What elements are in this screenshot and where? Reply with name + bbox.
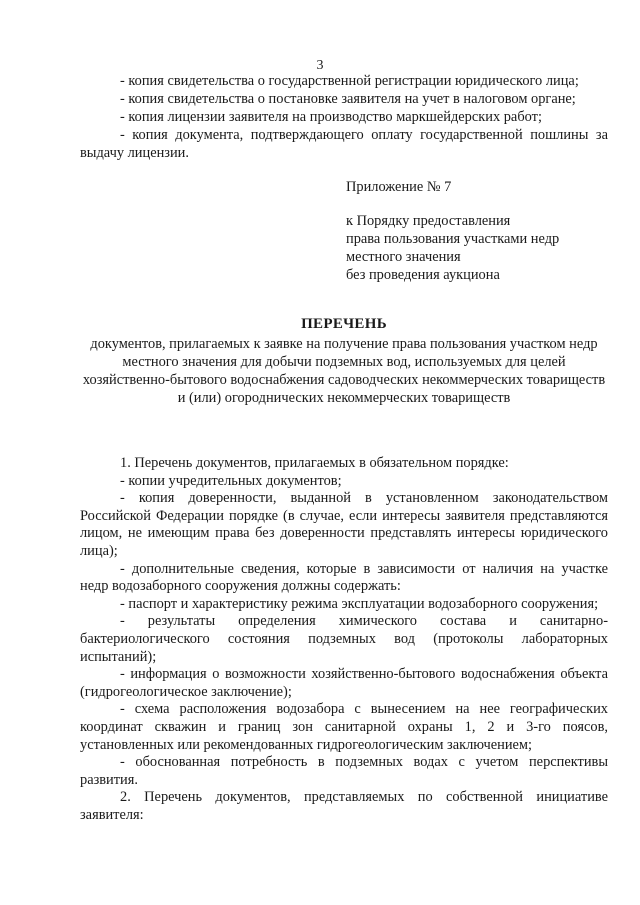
document-heading — [80, 316, 608, 407]
paragraph: - паспорт и характеристику режима эксплуатации водозаборного сооружения; — [120, 595, 599, 612]
document-body — [80, 455, 608, 824]
appendix-line: без проведения аукциона — [346, 267, 500, 283]
paragraph: - копия доверенности, выданной в установленном законодательством Российской Федерации порядке (в случае, если интересы заявителя представляются лицом, не имеющим права без доверенности представлять интересы юридического лица); — [80, 490, 608, 559]
paragraph: - результаты определения химического состава и санитарно-бактериологического состояния подземных вод (протоколы лабораторных испытаний); — [80, 613, 608, 665]
list-item: - копия свидетельства о постановке заявителя на учет в налоговом органе; — [120, 91, 576, 107]
list-item: - копия лицензии заявителя на производство маркшейдерских работ; — [120, 109, 542, 125]
appendix-line: к Порядку предоставления — [346, 213, 511, 229]
paragraph: - дополнительные сведения, которые в зависимости от наличия на участке недр водозаборного сооружения должны содержать: — [80, 560, 608, 595]
paragraph: - схема расположения водозабора с вынесением на нее географических координат скважин и границ зон санитарной охраны 1, 2 и 3-го поясов, установленных или рекомендованных гидрогеологическим заключением; — [80, 701, 608, 753]
list-item: - копия документа, подтверждающего оплату государственной пошлины за выдачу лицензии. — [80, 127, 608, 161]
list-item: - копия свидетельства о государственной регистрации юридического лица; — [120, 73, 579, 89]
paragraph: - информация о возможности хозяйственно-бытового водоснабжения объекта (гидрогеологическое заключение); — [80, 666, 608, 700]
appendix-header — [346, 178, 606, 284]
top-list — [80, 72, 608, 162]
page-number: 3 — [316, 58, 324, 73]
heading-subtitle: документов, прилагаемых к заявке на получение права пользования участком недр местного значения для добычи подземных вод, используемых для целей хозяйственно-бытового водоснабжения садоводческих некоммерческих товариществ и (или) огороднических некоммерческих товариществ — [82, 336, 606, 406]
paragraph: 2. Перечень документов, представляемых по собственной инициативе заявителя: — [80, 789, 608, 823]
appendix-title: Приложение № 7 — [346, 179, 452, 195]
heading-title: ПЕРЕЧЕНЬ — [301, 316, 387, 332]
appendix-line: местного значения — [346, 249, 461, 265]
appendix-line: права пользования участками недр — [346, 231, 560, 247]
paragraph: - копии учредительных документов; — [120, 472, 342, 489]
paragraph: 1. Перечень документов, прилагаемых в обязательном порядке: — [120, 455, 509, 471]
paragraph: - обоснованная потребность в подземных водах с учетом перспективы развития. — [80, 754, 608, 788]
